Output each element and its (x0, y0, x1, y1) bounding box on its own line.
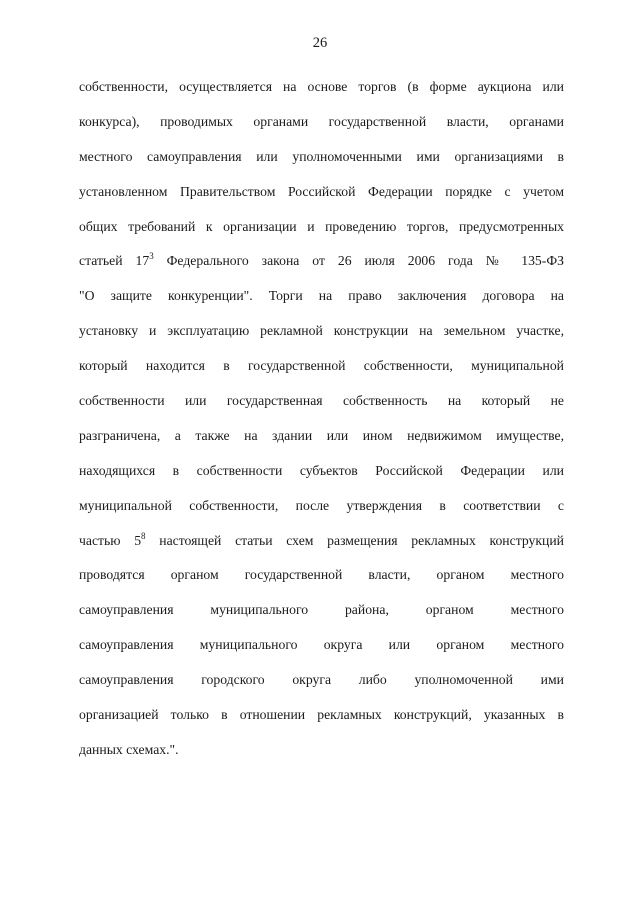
text-line-6-before: статьей 17 (79, 253, 150, 269)
text-line-16: самоуправления муниципального района, органом местного (79, 602, 564, 618)
text-line-17: самоуправления муниципального округа или органом местного (79, 637, 564, 653)
text-line-18: самоуправления городского округа либо уполномоченной ими (79, 672, 564, 688)
text-line-1: собственности, осуществляется на основе торгов (в форме аукциона или (79, 79, 564, 94)
superscript-8: 8 (141, 530, 146, 541)
superscript-3: 3 (149, 251, 154, 262)
text-line-7: "О защите конкуренции". Торги на право заключения договора на (79, 288, 564, 304)
text-line-9: который находится в государственной собственности, муниципальной (79, 358, 564, 374)
text-line-12: находящихся в собственности субъектов Российской Федерации или (79, 462, 564, 478)
text-line-14 (79, 524, 564, 559)
text-line-11: разграничена, а также на здании или ином недвижимом имуществе, (79, 427, 564, 443)
body-paragraph (79, 70, 564, 768)
text-line-8: установку и эксплуатацию рекламной конструкции на земельном участке, (79, 323, 564, 339)
text-line-10: собственности или государственная собственность на который не (79, 393, 564, 409)
text-line-19: организацией только в отношении рекламных конструкций, указанных в (79, 707, 564, 723)
text-line-3: местного самоуправления или уполномоченными ими организациями в (79, 148, 564, 164)
text-line-20: данных схемах.". (79, 741, 179, 757)
text-line-6-after: Федерального закона от 26 июля 2006 года № 135-ФЗ (153, 253, 564, 269)
text-line-14-before: частью 5 (79, 532, 142, 548)
text-line-6 (79, 244, 564, 279)
text-line-5: общих требований к организации и проведению торгов, предусмотренных (79, 218, 564, 234)
text-line-4: установленном Правительством Российской Федерации порядке с учетом (79, 183, 564, 199)
page-number: 26 (312, 35, 328, 51)
text-line-2: конкурса), проводимых органами государственной власти, органами (79, 113, 564, 129)
text-line-14-after: настоящей статьи схем размещения рекламных конструкций (145, 532, 564, 548)
text-line-15: проводятся органом государственной власти, органом местного (79, 567, 564, 583)
text-line-13: муниципальной собственности, после утверждения в соответствии с (79, 497, 564, 513)
